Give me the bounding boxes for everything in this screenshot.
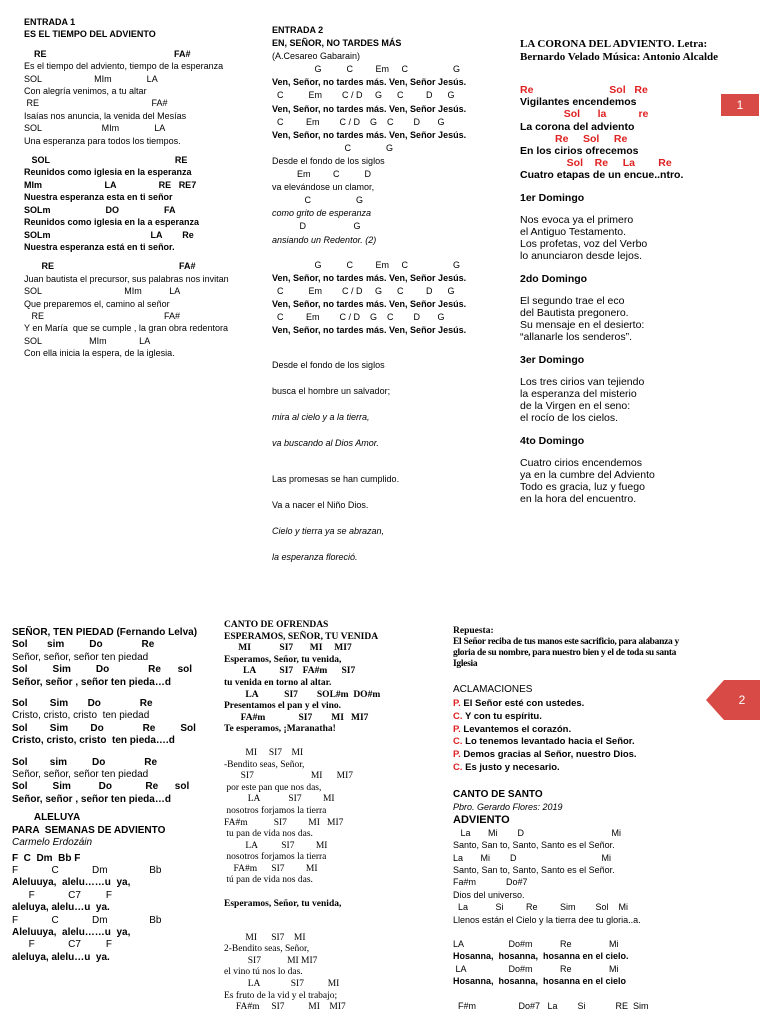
text-line: ENTRADA 1 bbox=[24, 17, 76, 27]
text-line: Desde el fondo de los siglos bbox=[272, 360, 385, 371]
aclamacion-text: El Señor esté con ustedes. bbox=[460, 698, 585, 709]
text-line: Dios del universo. bbox=[453, 889, 525, 900]
text-line: FA#m SI7 MI MI7 bbox=[224, 712, 369, 723]
text-line: Vigilantes encendemos bbox=[520, 96, 637, 109]
text-line: tu pan de vida nos das. bbox=[224, 829, 313, 840]
entrada-2-section bbox=[272, 24, 502, 564]
text-line: Ven, Señor, no tardes más. Ven, Señor Jesús. bbox=[272, 272, 467, 283]
text-line: FA#m SI7 MI MI7 bbox=[224, 817, 344, 828]
text-line: F C7 F bbox=[12, 889, 113, 901]
santo-title: CANTO DE SANTO bbox=[453, 788, 543, 800]
text-line: Ven, Señor, no tardes más. Ven, Señor Jesús. bbox=[272, 129, 467, 140]
text-line: RE FA# bbox=[24, 261, 196, 272]
text-line: Cielo y tierra ya se abrazan, bbox=[272, 525, 385, 536]
text-line: Cristo, cristo, cristo ten pieda….d bbox=[12, 735, 175, 747]
text-line: LA SI7 MI bbox=[224, 794, 335, 805]
text-line: C Em C / D G C D G bbox=[272, 311, 445, 322]
senor-ten-piedad-section bbox=[12, 627, 232, 964]
text-line: C Em C / D G C D G bbox=[272, 116, 445, 127]
text-line: Señor, señor, señor ten piedad bbox=[12, 769, 149, 781]
text-line: ESPERAMOS, SEÑOR, TU VENIDA bbox=[224, 631, 379, 642]
text-line: Reunidos como iglesia en la esperanza bbox=[24, 167, 192, 178]
page-badge-1: 1 bbox=[721, 94, 759, 116]
text-line: Es fruto de la vid y el trabajo; bbox=[224, 990, 338, 1001]
text-line: Te esperamos, ¡Maranatha! bbox=[224, 724, 336, 735]
text-line: FA#m SI7 MI MI7 bbox=[224, 1002, 346, 1013]
text-line: Cuatro cirios encendemos bbox=[520, 456, 642, 469]
speaker-prefix: P. bbox=[453, 698, 461, 709]
text-line: Sol la re bbox=[520, 108, 649, 121]
text-line: el rocío de los cielos. bbox=[520, 412, 619, 425]
text-line: Sol Sim Do Re Sol bbox=[12, 722, 196, 734]
text-line: PARA SEMANAS DE ADVIENTO bbox=[12, 824, 166, 836]
text-line: LA Do#m Re Mi bbox=[453, 939, 619, 950]
text-line: MI SI7 MI bbox=[224, 932, 306, 943]
text-line: Con ella inicia la espera, de la iglesia. bbox=[24, 348, 175, 359]
text-line: La Mi D Mi bbox=[453, 827, 622, 838]
text-line: del Bautista pregonero. bbox=[520, 307, 629, 320]
aclamacion-text: Lo tenemos levantado hacia el Señor. bbox=[462, 736, 635, 748]
text-line: Una esperanza para todos los tiempos. bbox=[24, 135, 181, 146]
text-line: -Bendito seas, Señor, bbox=[224, 759, 305, 770]
speaker-prefix: C. bbox=[453, 736, 463, 748]
text-line: Las promesas se han cumplido. bbox=[272, 473, 400, 484]
text-line: Sol Sim Do Re bbox=[12, 698, 153, 710]
text-line: G C Em C G bbox=[272, 64, 461, 75]
santo-subtitle: ADVIENTO bbox=[453, 813, 510, 826]
text-line: de la Virgen en el seno: bbox=[520, 400, 631, 413]
text-line: SI7 MI MI7 bbox=[224, 955, 318, 966]
text-line: F C Dm Bb bbox=[12, 864, 162, 876]
speaker-prefix: P. bbox=[453, 749, 461, 761]
text-line: Sol Re La Re bbox=[520, 157, 672, 170]
text-line: nosotros forjamos la tierra bbox=[224, 852, 327, 863]
text-line: Santo, San to, Santo, Santo es el Señor. bbox=[453, 840, 615, 851]
text-line: La Mi D Mi bbox=[453, 852, 612, 863]
text-line: ENTRADA 2 bbox=[272, 25, 324, 35]
text-line: RE FA# bbox=[24, 48, 191, 59]
santo-author: Pbro. Gerardo Flores: 2019 bbox=[453, 801, 563, 812]
text-line: Fa#m Do#7 bbox=[453, 877, 528, 888]
text-line: Em C D bbox=[272, 169, 372, 180]
text-line: RE FA# bbox=[24, 310, 181, 321]
text-line: 4to Domingo bbox=[520, 434, 585, 447]
text-line: Señor, señor , señor ten pieda…d bbox=[12, 676, 171, 688]
text-line: nosotros forjamos la tierra bbox=[224, 805, 327, 816]
text-line: SOL MIm LA bbox=[24, 73, 158, 84]
text-line: ansiando un Redentor. (2) bbox=[272, 234, 377, 245]
text-line: ALELUYA bbox=[12, 812, 81, 824]
corona-title: LA CORONA DEL ADVIENTO. Letra: Bernardo Velado Música: Antonio Alcalde bbox=[520, 38, 719, 63]
text-line: Hosanna, hosanna, hosanna en el cielo bbox=[453, 976, 627, 987]
respuesta-text: El Señor reciba de tus manos este sacrificio, para alabanza y gloria de su nombre, para nuestro bien y el de toda su santa Iglesia bbox=[453, 637, 679, 669]
text-line: Llenos están el Cielo y la tierra dee tu gloria..a. bbox=[453, 914, 641, 925]
text-line: Aleluuya, alelu……u ya, bbox=[12, 877, 131, 889]
aclamacion-line bbox=[453, 724, 683, 737]
text-line: ya en la cumbre del Adviento bbox=[520, 469, 655, 482]
text-line: F C7 F bbox=[12, 939, 113, 951]
speaker-prefix: C. bbox=[453, 761, 463, 773]
text-line: Sol Sim Do Re sol bbox=[12, 781, 190, 793]
text-line: CANTO DE OFRENDAS bbox=[224, 620, 329, 630]
text-line: “allanarle los senderos”. bbox=[520, 331, 633, 344]
text-line: MI SI7 MI bbox=[224, 747, 304, 758]
text-line: Nuestra esperanza esta en ti señor bbox=[24, 192, 173, 203]
text-line: Sol Sim Do Re sol bbox=[12, 664, 193, 676]
text-line: el Antiguo Testamento. bbox=[520, 226, 627, 239]
speaker-prefix: C. bbox=[453, 710, 463, 722]
text-line: SOLm DO FA bbox=[24, 204, 176, 215]
text-line: SOL RE bbox=[24, 155, 188, 166]
text-line: LA SI7 SOL#m DO#m bbox=[224, 689, 381, 700]
text-line: D G bbox=[272, 221, 361, 232]
text-line: busca el hombre un salvador; bbox=[272, 386, 391, 397]
text-line: F#m Do#7 La Si RE Sim bbox=[453, 1000, 649, 1011]
text-line: El segundo trae el eco bbox=[520, 294, 625, 307]
text-line: LA SI7 MI bbox=[224, 979, 340, 990]
aclamacion-text: Es justo y necesario. bbox=[462, 761, 560, 773]
text-line: C Em C / D G C D G bbox=[272, 90, 455, 101]
text-line: Esperamos, Señor, tu venida, bbox=[224, 899, 342, 910]
text-line: Santo, San to, Santo, Santo es el Señor. bbox=[453, 865, 615, 875]
text-line: ES EL TIEMPO DEL ADVIENTO bbox=[24, 29, 156, 40]
page-arrow-2 bbox=[706, 680, 760, 720]
text-line: Desde el fondo de los siglos bbox=[272, 155, 385, 166]
text-line: va elevándose un clamor, bbox=[272, 182, 375, 193]
text-line: C Em C / D G C D G bbox=[272, 285, 455, 296]
text-line: Ven, Señor, no tardes más. Ven, Señor Jesús. bbox=[272, 103, 467, 114]
text-line: Isaías nos anuncia, la venida del Mesías bbox=[24, 110, 187, 121]
text-line: Carmelo Erdozáin bbox=[12, 837, 93, 849]
text-line: lo anunciaron desde lejos. bbox=[520, 250, 643, 263]
entrada-1-section bbox=[24, 16, 264, 360]
text-line: C G bbox=[272, 142, 394, 153]
text-line: Esperamos, Señor, tu venida, bbox=[224, 654, 342, 665]
text-line: el vino tú nos lo das. bbox=[224, 967, 303, 978]
text-line: Sol sim Do Re bbox=[12, 639, 155, 651]
text-line: Cristo, cristo, cristo ten piedad bbox=[12, 710, 150, 722]
text-line: Sol sim Do Re bbox=[12, 756, 158, 768]
canto-ofrendas-section bbox=[224, 620, 444, 1014]
aclamacion-text: Y con tu espíritu. bbox=[462, 710, 542, 722]
text-line: va buscando al Dios Amor. bbox=[272, 438, 379, 449]
text-line: 2do Domingo bbox=[520, 272, 588, 285]
text-line: Nos evoca ya el primero bbox=[520, 213, 634, 226]
text-line: Cuatro etapas de un encue..ntro. bbox=[520, 169, 684, 182]
text-line: tu venida en torno al altar. bbox=[224, 677, 332, 688]
text-line: Ven, Señor, no tardes más. Ven, Señor Jesús. bbox=[272, 325, 467, 336]
text-line: Es el tiempo del adviento, tiempo de la esperanza bbox=[24, 61, 224, 72]
text-line: tú pan de vida nos das. bbox=[224, 875, 313, 886]
aclamacion-text: Levantemos el corazón. bbox=[460, 723, 572, 735]
text-line: Los tres cirios van tejiendo bbox=[520, 375, 645, 388]
text-line: 2-Bendito seas, Señor, bbox=[224, 944, 310, 955]
text-line: La corona del adviento bbox=[520, 120, 635, 133]
text-line: aleluya, alelu…u ya. bbox=[12, 902, 110, 914]
text-line: La Si Re Sim Sol Mi bbox=[453, 902, 629, 913]
text-line: SI7 MI MI7 bbox=[224, 771, 354, 782]
text-line: Todo es gracia, luz y fuego bbox=[520, 481, 645, 494]
text-line: Va a nacer el Niño Dios. bbox=[272, 499, 369, 510]
text-line: LA SI7 MI bbox=[224, 840, 328, 851]
text-line: C G bbox=[272, 195, 364, 206]
text-line: SOLm LA Re bbox=[24, 229, 194, 240]
text-line: Re Sol Re bbox=[520, 84, 648, 96]
corona-adviento-section bbox=[520, 38, 730, 506]
text-line: SOL MIm LA bbox=[24, 123, 166, 134]
text-line: la esperanza floreció. bbox=[272, 551, 358, 562]
text-line: la esperanza del misterio bbox=[520, 388, 637, 401]
text-line: Aleluuya, alelu……u ya, bbox=[12, 926, 131, 938]
text-line: Presentamos el pan y el vino. bbox=[224, 701, 341, 712]
aclamacion-line bbox=[453, 736, 683, 749]
page-badge-2: 2 bbox=[738, 693, 746, 707]
text-line: Juan bautista el precursor, sus palabras nos invitan bbox=[24, 273, 229, 284]
text-line: SEÑOR, TEN PIEDAD (Fernando Lelva) bbox=[12, 627, 198, 638]
text-line: MI SI7 MI MI7 bbox=[224, 643, 352, 654]
text-line: en la hora del encuentro. bbox=[520, 493, 637, 506]
respuesta-label: Repuesta: bbox=[453, 626, 494, 636]
text-line: (A.Cesareo Gabarain) bbox=[272, 51, 361, 62]
text-line: LA Do#m Re Mi bbox=[453, 963, 619, 974]
text-line: RE FA# bbox=[24, 98, 168, 109]
text-line: F C Dm Bb bbox=[12, 914, 162, 926]
aclamacion-text: Demos gracias al Señor, nuestro Dios. bbox=[460, 749, 637, 761]
text-line: 1er Domingo bbox=[520, 191, 585, 204]
aclamacion-line bbox=[453, 711, 683, 724]
text-line: SOL MIm LA bbox=[24, 335, 151, 346]
text-line: Su mensaje en el desierto: bbox=[520, 319, 645, 332]
text-line: Ven, Señor, no tardes más. Ven, Señor Jesús. bbox=[272, 77, 467, 88]
text-line: Re Sol Re bbox=[520, 132, 628, 145]
text-line: Señor, señor, señor ten piedad bbox=[12, 651, 149, 663]
text-line: aleluya, alelu…u ya. bbox=[12, 951, 110, 963]
text-line: Que preparemos el, camino al señor bbox=[24, 298, 170, 309]
text-line: como grito de esperanza bbox=[272, 208, 372, 219]
text-line: EN, SEÑOR, NO TARDES MÁS bbox=[272, 38, 402, 49]
text-line: LA SI7 FA#m SI7 bbox=[224, 666, 356, 677]
speaker-prefix: P. bbox=[453, 723, 461, 735]
text-line: 3er Domingo bbox=[520, 353, 585, 366]
text-line: Señor, señor , señor ten pieda…d bbox=[12, 793, 171, 805]
text-line: mira al cielo y a la tierra, bbox=[272, 412, 370, 423]
text-line: En los cirios ofrecemos bbox=[520, 145, 639, 158]
aclamacion-line bbox=[453, 698, 683, 711]
text-line: Los profetas, voz del Verbo bbox=[520, 238, 648, 251]
aclamaciones-santo-section bbox=[453, 626, 683, 1012]
text-line: Ven, Señor, no tardes más. Ven, Señor Jesús. bbox=[272, 298, 467, 309]
text-line: F C Dm Bb F bbox=[12, 852, 81, 864]
text-line: por este pan que nos das, bbox=[224, 782, 322, 793]
text-line: FA#m SI7 MI bbox=[224, 863, 318, 874]
text-line: Con alegría venimos, a tu altar bbox=[24, 86, 147, 97]
aclamaciones-title: ACLAMACIONES bbox=[453, 684, 533, 695]
aclamacion-line bbox=[453, 762, 683, 775]
text-line: Y en María que se cumple , la gran obra redentora bbox=[24, 323, 228, 334]
text-line: Reunidos como iglesia en la a esperanza bbox=[24, 217, 200, 228]
text-line: Nuestra esperanza está en ti señor. bbox=[24, 241, 175, 252]
text-line: G C Em C G bbox=[272, 259, 461, 270]
text-line: SOL MIm LA bbox=[24, 286, 181, 297]
text-line: MIm LA RE RE7 bbox=[24, 179, 197, 190]
aclamacion-line bbox=[453, 749, 683, 762]
text-line: Hosanna, hosanna, hosanna en el cielo. bbox=[453, 951, 629, 962]
